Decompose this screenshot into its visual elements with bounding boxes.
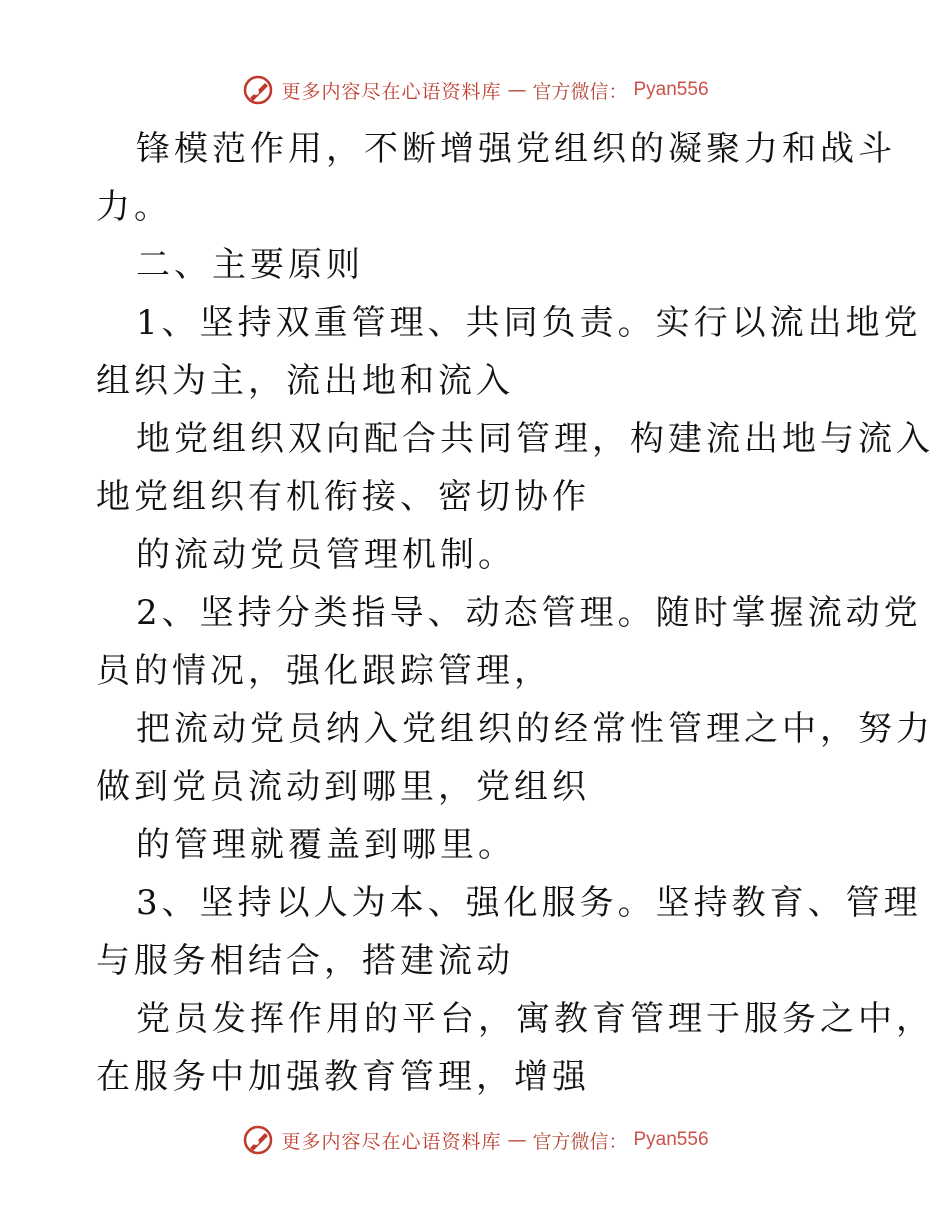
section-heading: 二、主要原则 — [136, 245, 364, 285]
watermark-wechat-id: Pyan556 — [633, 1129, 709, 1150]
footer-watermark — [0, 1120, 950, 1160]
body-line: 地党组织双向配合共同管理，构建流出地与流入 — [136, 419, 934, 459]
body-line: 员的情况，强化跟踪管理， — [96, 651, 552, 691]
pen-logo-icon — [241, 73, 275, 107]
body-line: 把流动党员纳入党组织的经常性管理之中，努力 — [136, 709, 934, 749]
header-watermark — [0, 70, 950, 110]
body-line: 力。 — [96, 187, 172, 227]
watermark-text: 更多内容尽在心语资料库 — [281, 1130, 502, 1153]
body-line: 3、坚持以人为本、强化服务。坚持教育、管理 — [136, 883, 922, 923]
body-line: 的流动党员管理机制。 — [136, 535, 516, 575]
body-line: 2、坚持分类指导、动态管理。随时掌握流动党 — [136, 593, 922, 633]
body-line: 组织为主，流出地和流入 — [96, 361, 514, 401]
body-line: 与服务相结合，搭建流动 — [96, 941, 514, 981]
watermark-label: 官方微信： — [532, 80, 628, 103]
document-body — [96, 120, 934, 1106]
body-line: 做到党员流动到哪里，党组织 — [96, 767, 590, 807]
watermark-label: 官方微信： — [532, 1130, 628, 1153]
body-line: 在服务中加强教育管理，增强 — [96, 1057, 590, 1097]
body-line: 党员发挥作用的平台，寓教育管理于服务之中， — [136, 999, 934, 1039]
watermark-text: 更多内容尽在心语资料库 — [281, 80, 502, 103]
watermark-dash: — — [507, 1129, 527, 1151]
body-line: 地党组织有机衔接、密切协作 — [96, 477, 590, 517]
pen-logo-icon — [241, 1123, 275, 1157]
body-line: 1、坚持双重管理、共同负责。实行以流出地党 — [136, 303, 922, 343]
watermark-wechat-id: Pyan556 — [633, 79, 709, 100]
body-line: 的管理就覆盖到哪里。 — [136, 825, 516, 865]
watermark-dash: — — [507, 79, 527, 101]
body-line: 锋模范作用，不断增强党组织的凝聚力和战斗 — [136, 129, 896, 169]
